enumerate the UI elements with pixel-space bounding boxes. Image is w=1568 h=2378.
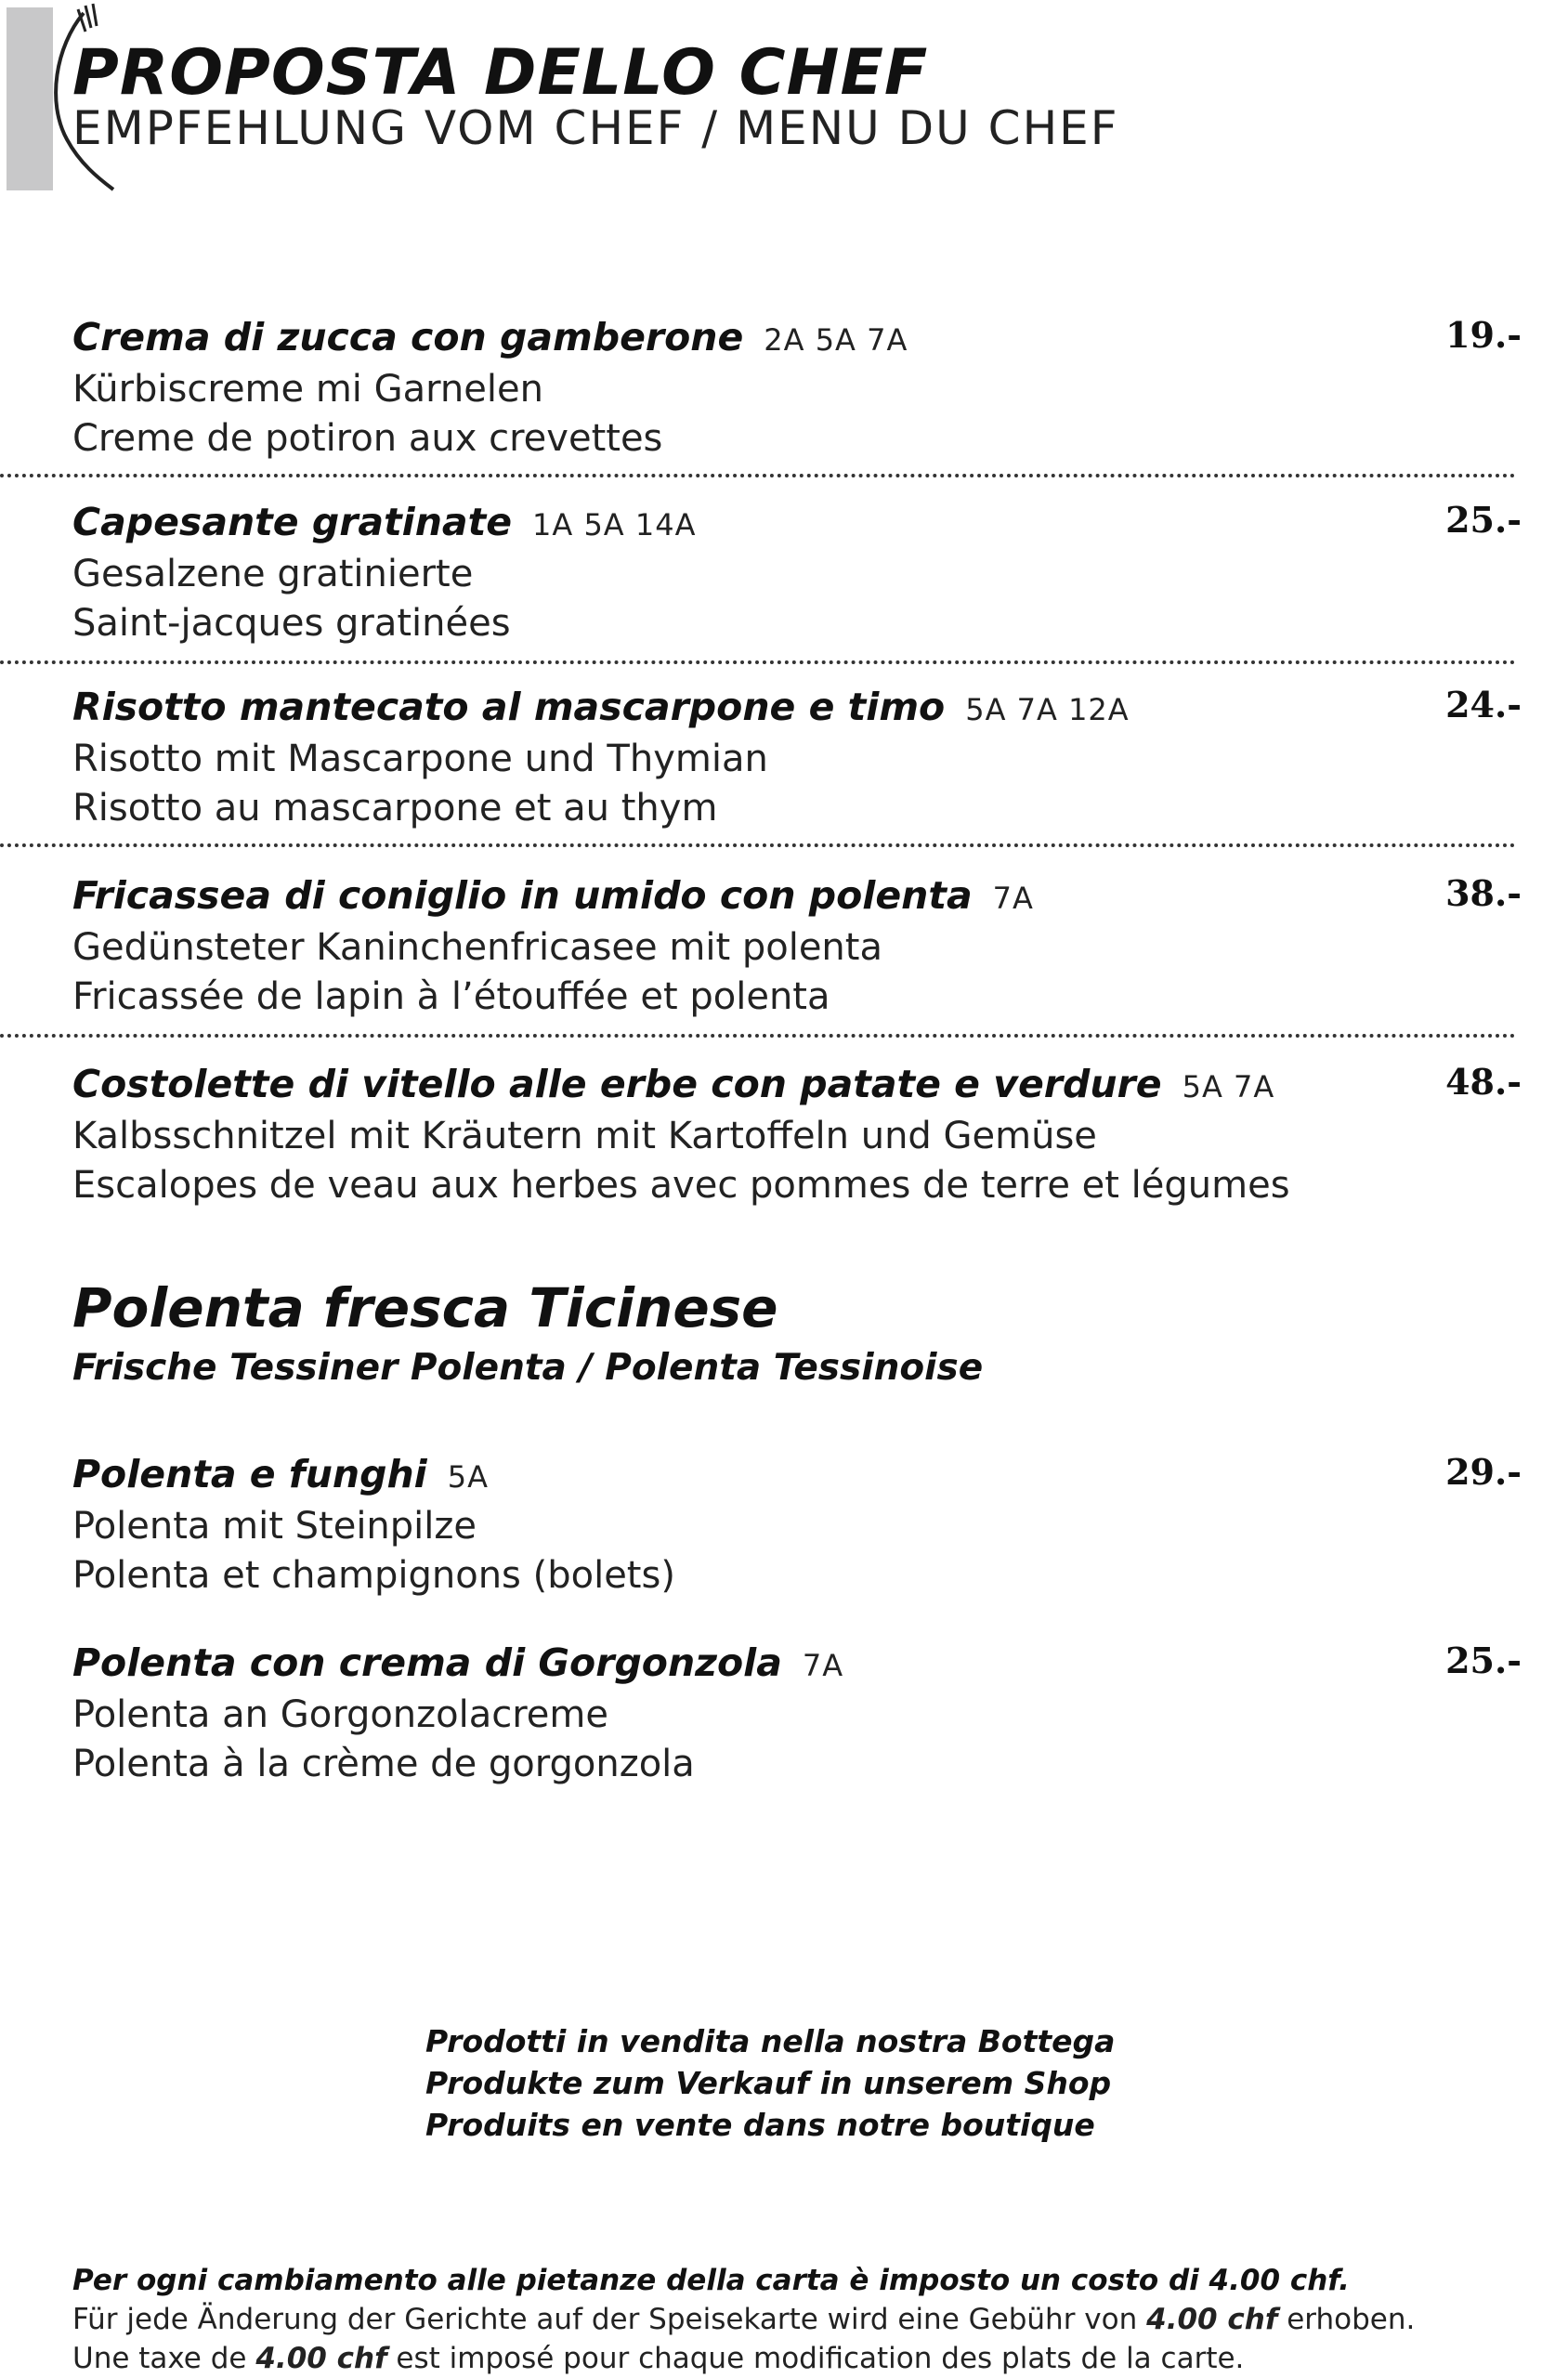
section-subtitle: Frische Tessiner Polenta / Polenta Tessinoise (72, 1347, 984, 1389)
dish-price: 38.- (1445, 872, 1522, 914)
dish-name-row (72, 312, 1522, 365)
dish-allergens: 2A 5A 7A (764, 322, 908, 358)
menu-item (72, 1638, 1522, 1789)
shop-notice-fr: Produits en vente dans notre boutique (425, 2107, 1095, 2143)
dish-name: Costolette di vitello alle erbe con patate e verdure (72, 1062, 1162, 1106)
dish-name-de: Gedünsteter Kaninchenfricasee mit polenta (72, 926, 882, 969)
divider (0, 474, 1516, 477)
dish-allergens: 7A (802, 1648, 844, 1683)
dish-allergens: 5A 7A 12A (965, 692, 1130, 727)
shop-notice-it: Prodotti in vendita nella nostra Bottega (425, 2023, 1116, 2059)
divider (0, 660, 1516, 664)
page-title: PROPOSTA DELLO CHEF (72, 36, 929, 110)
dish-name: Polenta con crema di Gorgonzola (72, 1640, 782, 1685)
dish-allergens: 5A (447, 1459, 489, 1495)
dish-allergens: 7A (992, 881, 1034, 916)
page-subtitle: EMPFEHLUNG VOM CHEF / MENU DU CHEF (72, 101, 1119, 155)
dish-name-fr: Escalopes de veau aux herbes avec pommes de terre et légumes (72, 1164, 1290, 1207)
fee-amount: 4.00 chf (1146, 2303, 1278, 2336)
shop-notice (425, 2020, 1115, 2146)
menu-item (72, 312, 1522, 464)
dish-name: Polenta e funghi (72, 1452, 427, 1496)
menu-item (72, 1059, 1522, 1210)
dish-name-de: Polenta an Gorgonzolacreme (72, 1693, 608, 1736)
dish-name-de: Polenta mit Steinpilze (72, 1505, 477, 1548)
dish-name-fr: Risotto au mascarpone et au thym (72, 787, 718, 830)
fee-note-it: Per ogni cambiamento alle pietanze della carta è imposto un costo di 4.00 chf. (72, 2264, 1350, 2297)
dish-price: 29.- (1445, 1451, 1522, 1493)
dish-name-fr: Polenta et champignons (bolets) (72, 1554, 675, 1597)
modification-fee-note (72, 2261, 1415, 2378)
menu-item (72, 497, 1522, 648)
dish-price: 19.- (1445, 314, 1522, 356)
dish-name-de: Kalbsschnitzel mit Kräutern mit Kartoffeln und Gemüse (72, 1115, 1097, 1157)
dish-name-fr: Fricassée de lapin à l’étouffée et polenta (72, 975, 830, 1018)
menu-item (72, 682, 1522, 833)
dish-name-row (72, 497, 1522, 550)
dish-name-row (72, 870, 1522, 923)
dish-name-fr: Creme de potiron aux crevettes (72, 417, 663, 460)
dish-name-de: Gesalzene gratinierte (72, 553, 474, 595)
fee-note-de: Für jede Änderung der Gerichte auf der Speisekarte wird eine Gebühr von 4.00 chf erhoben. (72, 2303, 1416, 2336)
dish-name-fr: Saint-jacques gratinées (72, 602, 511, 645)
fee-note-fr: Une taxe de 4.00 chf est imposé pour chaque modification des plats de la carte. (72, 2342, 1245, 2375)
dish-name-de: Kürbiscreme mi Garnelen (72, 368, 543, 411)
dish-name-fr: Polenta à la crème de gorgonzola (72, 1743, 695, 1785)
header (72, 37, 1119, 154)
dish-name-row (72, 1059, 1522, 1112)
dish-price: 25.- (1445, 499, 1522, 541)
menu-item (72, 870, 1522, 1022)
divider (0, 843, 1516, 847)
dish-name: Capesante gratinate (72, 500, 513, 544)
dish-name-row (72, 682, 1522, 735)
dish-name: Crema di zucca con gamberone (72, 315, 744, 359)
menu-item (72, 1449, 1522, 1601)
dish-name-de: Risotto mit Mascarpone und Thymian (72, 738, 768, 780)
dish-price: 25.- (1445, 1640, 1522, 1681)
dish-name: Risotto mantecato al mascarpone e timo (72, 685, 946, 729)
dish-allergens: 5A 7A (1182, 1069, 1275, 1104)
dish-price: 24.- (1445, 684, 1522, 725)
dish-price: 48.- (1445, 1061, 1522, 1103)
section-title: Polenta fresca Ticinese (72, 1276, 778, 1339)
fee-amount: 4.00 chf (255, 2342, 387, 2375)
divider (0, 1034, 1516, 1038)
dish-allergens: 1A 5A 14A (532, 507, 697, 542)
dish-name-row (72, 1449, 1522, 1502)
dish-name-row (72, 1638, 1522, 1691)
dish-name: Fricassea di coniglio in umido con polenta (72, 873, 973, 918)
shop-notice-de: Produkte zum Verkauf in unserem Shop (425, 2065, 1112, 2101)
